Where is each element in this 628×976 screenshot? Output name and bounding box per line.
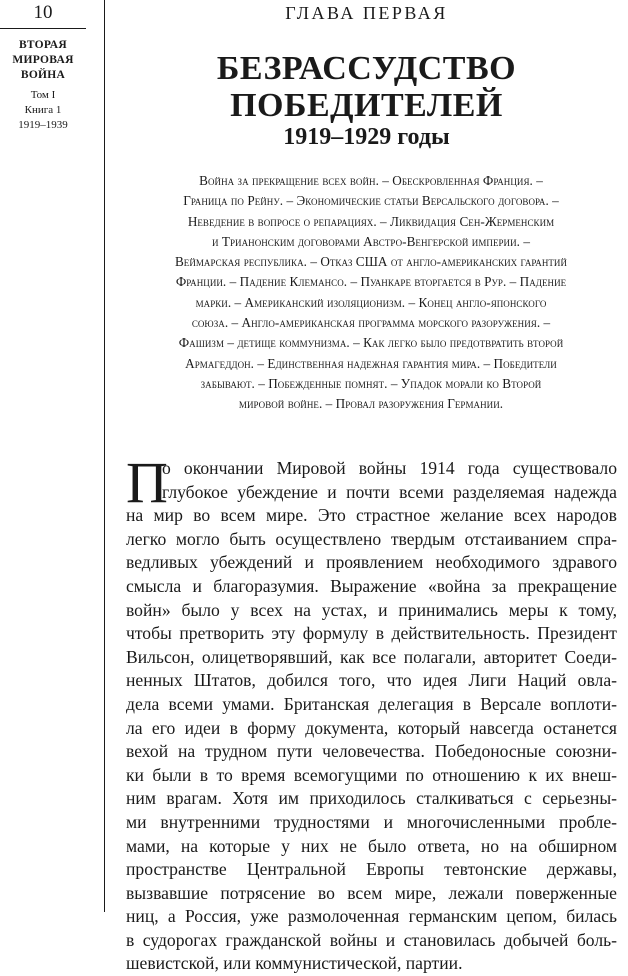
body-line: ми внутренними трудностями и многочисленными пробле- — [126, 811, 617, 832]
body-line: глубокое убеждение и почти всеми разделяемая надежда — [162, 481, 617, 502]
summary-line: Война за прекращение всех войн. – Обескровленная Франция. – — [199, 173, 543, 188]
summary-line: Граница по Рейну. – Экономические статьи Версальского договора. – — [183, 193, 559, 209]
chapter-years: 1919–1929 годы — [283, 124, 450, 150]
body-line: о окончании Мировой войны 1914 года существовало — [162, 458, 617, 478]
chapter-label: ГЛАВА ПЕРВАЯ — [285, 3, 448, 23]
summary-line: Веймарская республика. – Отказ США от англо-американских гарантий — [174, 254, 568, 270]
summary-line: Неведение в вопросе о репарациях. – Ликвидация Сен-Жерменским — [187, 213, 555, 229]
body-line: ла его идеи в форму документа, который навсегда останется — [126, 717, 617, 738]
book-line: Книга 1 — [24, 104, 62, 116]
body-line: пространстве Центральной Европы тевтонские державы, — [126, 859, 617, 880]
chapter-title-line: ПОБЕДИТЕЛЕЙ — [230, 87, 503, 124]
body-line: вехой на трудном пути человечества. Победоносные союзни- — [126, 741, 617, 762]
body-line: чтобы претворить эту формулу в действительность. Президент — [126, 623, 617, 644]
body-line: Вильсон, олицетворявший, как все полагали, авторитет Соеди- — [126, 646, 617, 667]
years-line: 1919–1939 — [18, 119, 68, 131]
work-title-line: ВТОРАЯ — [19, 39, 67, 51]
body-paragraph — [126, 450, 617, 976]
body-line: мами, на которые у них не было ответа, но на обширном — [126, 835, 617, 856]
body-line: шевистской, или коммунистической, партии. — [126, 953, 463, 974]
body-line: ки были в то время всемогущими по отношению к их внеш- — [126, 764, 617, 785]
work-title-line: ВОЙНА — [20, 69, 66, 81]
chapter-title-line: БЕЗРАССУДСТВО — [216, 50, 517, 87]
body-line: вызвавшие потрясение во всем мире, лежали поверженные — [126, 882, 617, 903]
body-line: в судорогах гражданской войны и становилась добычей боль- — [126, 929, 617, 950]
summary-line: мировой войне. – Провал разоружения Германии. — [238, 396, 504, 412]
body-line: на мир во всем мире. Это страстное желание всех народов — [126, 505, 617, 526]
body-line: ним врагам. Хотя им приходилось сталкиваться с серьезны- — [126, 788, 617, 809]
page-number: 10 — [0, 0, 86, 29]
volume-info — [0, 88, 86, 133]
volume-line: Том I — [30, 89, 56, 101]
chapter-title — [105, 50, 628, 124]
work-title-line: МИРОВАЯ — [12, 54, 74, 66]
summary-line: забывают. – Побежденные помнят. – Упадок морали ко Второй — [200, 375, 542, 391]
summary-line: союза. – Англо-американская программа морского разоружения. – — [191, 315, 551, 331]
sidebar — [0, 0, 86, 912]
body-line: легко могло быть осуществлено твердым отстаиванием спра- — [126, 528, 617, 549]
body-line: ведливых убеждений и проявлением необходимого здравого — [126, 552, 617, 573]
summary-line: Франции. – Падение Клемансо. – Пуанкаре вторгается в Рур. – Падение — [175, 274, 567, 290]
body-line: ниц, а Россия, уже размолоченная германским цепом, билась — [126, 906, 617, 927]
summary-line: Фашизм – детище коммунизма. – Как легко было предотвратить второй — [178, 335, 564, 351]
drop-cap: П — [126, 450, 168, 515]
chapter-summary — [145, 171, 597, 415]
running-work-title — [0, 38, 86, 83]
body-line: войн» было у всех на устах, и принимались меры к тому, — [126, 599, 617, 620]
summary-line: и Трианонским договорами Австро-Венгерской империи. – — [212, 233, 530, 249]
body-line: дела всеми умами. Британская делегация в Версале воплоти- — [126, 693, 617, 714]
summary-line: марки. – Американский изоляционизм. – Конец англо-японского — [195, 294, 547, 310]
summary-line: Армагеддон. – Единственная надежная гарантия мира. – Победители — [185, 355, 557, 371]
body-line: ненных Штатов, добился того, что идея Лиги Наций овла- — [126, 670, 617, 691]
body-line: смысла и благоразумия. Выражение «война за прекращение — [126, 575, 617, 596]
